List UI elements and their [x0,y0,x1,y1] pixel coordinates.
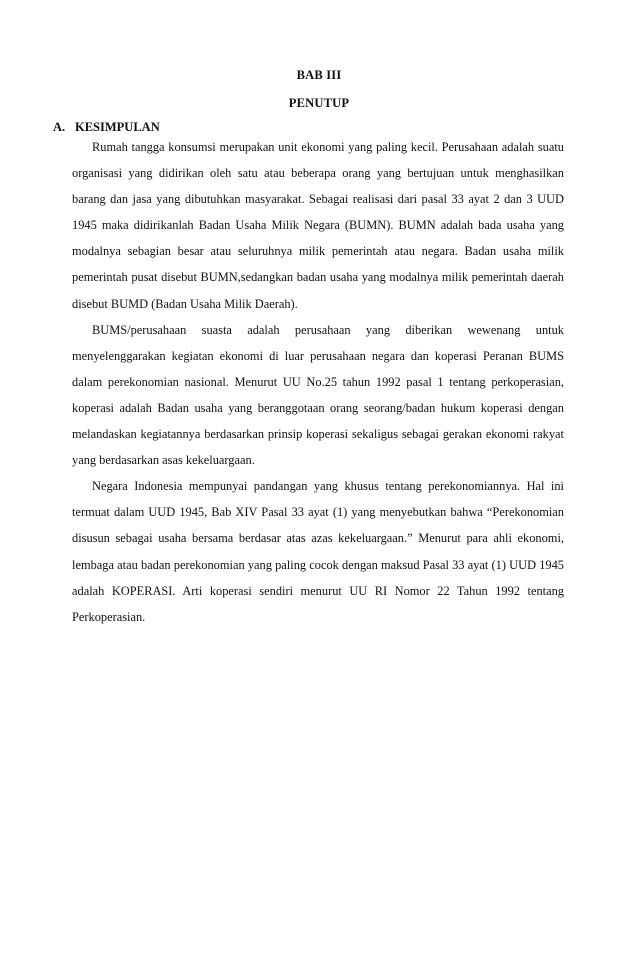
section-number: A. [53,120,66,134]
chapter-number: BAB III [296,68,342,82]
paragraph: BUMS/perusahaan suasta adalah perusahaan yang diberikan wewenang untuk menyelenggarakan kegiatan ekonomi di luar perusahaan negara dan koperasi Peranan BUMS dalam perekonomian nasional. Menurut UU No.25 tahun 1992 pasal 1 tentang perkoperasian, koperasi adalah Badan usaha yang beranggotaan orang seorang/badan hukum koperasi dengan melandaskan kegiatannya berdasarkan prinsip koperasi sekaligus sebagai gerakan ekonomi rakyat yang berdasarkan asas kekeluargaan. [72,322,564,468]
paragraph: Negara Indonesia mempunyai pandangan yang khusus tentang perekonomiannya. Hal ini termuat dalam UUD 1945, Bab XIV Pasal 33 ayat (1) yang menyebutkan bahwa “Perekonomian disusun sebagai usaha bersama berdasar atas azas kekeluargaan.” Menurut para ahli ekonomi, lembaga atau badan perekonomian yang paling cocok dengan maksud Pasal 33 ayat (1) UUD 1945 adalah KOPERASI. Arti koperasi sendiri menurut UU RI Nomor 22 Tahun 1992 tentang Perkoperasian. [72,479,564,624]
paragraph: Rumah tangga konsumsi merupakan unit ekonomi yang paling kecil. Perusahaan adalah suatu organisasi yang didirikan oleh satu atau beberapa orang yang bertujuan untuk menghasilkan barang dan jasa yang dibutuhkan masyarakat. Sebagai realisasi dari pasal 33 ayat 2 dan 3 UUD 1945 maka didirikanlah Badan Usaha Milik Negara (BUMN). BUMN adalah bada usaha yang modalnya sebagian besar atau seluruhnya milik pemerintah atau negara. Badan usaha milik pemerintah pusat disebut BUMN,sedangkan badan usaha yang modalnya milik pemerintah daerah disebut BUMD (Badan Usaha Milik Daerah). [72,140,564,311]
body-text [72,134,564,630]
chapter-title: PENUTUP [288,96,350,110]
section-heading [53,120,160,135]
section-title: KESIMPULAN [75,120,160,134]
